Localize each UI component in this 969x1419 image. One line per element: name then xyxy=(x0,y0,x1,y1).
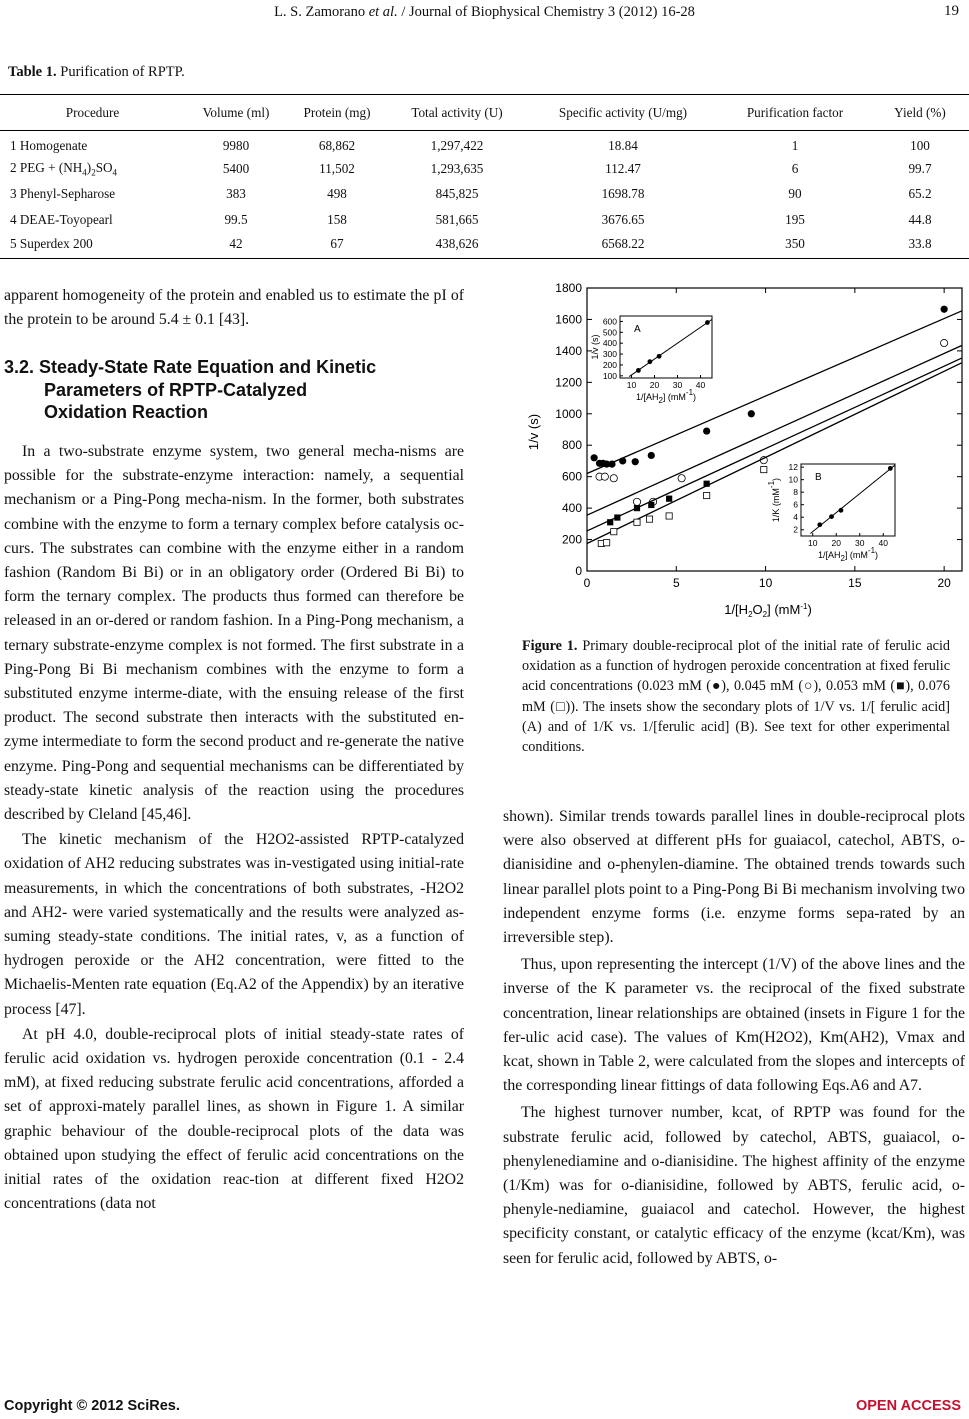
table-cell: 2 PEG + $(NH_4)_2SO_4$ xyxy=(10,159,118,178)
table-cell: 6568.22 xyxy=(527,233,719,259)
intro-paragraph: apparent homogeneity of the protein and enabled us to estimate the pI of the protein to be around 5.4 ± 0.1 [43]. xyxy=(4,287,464,329)
section-heading xyxy=(4,356,474,424)
inset-y-tick-label: 300 xyxy=(602,349,617,360)
table-header-cell: Specific activity (U/mg) xyxy=(527,95,719,131)
inset-data-point xyxy=(839,508,844,513)
inset-y-tick-label: 100 xyxy=(602,370,617,381)
table-cell: 9980 xyxy=(222,137,250,153)
figure-1-chart xyxy=(520,282,965,627)
inset-panel-letter: B xyxy=(815,472,822,483)
table-header-cell: Protein (mg) xyxy=(287,95,387,131)
table-cell: 33.8 xyxy=(871,233,969,259)
inset-y-tick-label: 8 xyxy=(793,487,798,498)
purification-table xyxy=(0,94,969,259)
inset-x-tick-label: 10 xyxy=(626,380,637,390)
table-cell: 42 xyxy=(185,233,287,259)
table-cell: 5 Superdex 200 xyxy=(0,233,185,259)
table-row xyxy=(0,207,969,233)
y-tick-label: 1000 xyxy=(555,406,582,421)
inset-y-tick-label: 12 xyxy=(788,462,798,473)
inset-data-point xyxy=(705,320,710,325)
paragraph: The kinetic mechanism of the H2O2-assisted RPTP-catalyzed oxidation of AH2 reducing substrates was in-vestigated using initial-rate measurements, in which the concentrations of both substrates, -H2O2 and AH2- were varied systematically and the results were analyzed as-suming steady-state conditions. The initial rates, v, as a function of hydrogen peroxide or the AH2 concentration, were fitted to the Michaelis-Menten rate equation (Eq.A2 of the Appendix) by an iterative process [47]. xyxy=(4,831,464,1018)
section-title-line-3: Oxidation Reaction xyxy=(44,402,209,422)
data-point-series-1 xyxy=(591,454,598,461)
paragraph: shown). Similar trends towards parallel lines in double-reciprocal plots were also observed at different pHs for guaiacol, catechol, ABTS, o-dianisidine and o-phenylen-diamine. The obtained trends towards such linear parallel plots point to a Ping-Pong Bi Bi mechanism involving two independent enzyme forms (i.e. enzyme forms sepa-rated by an irreversible step). xyxy=(503,808,966,947)
table-cell: 44.8 xyxy=(908,211,932,227)
y-tick-label: 400 xyxy=(561,501,582,516)
table-cell: 65.2 xyxy=(908,186,932,202)
footer-copyright: Copyright © 2012 SciRes. xyxy=(4,1398,180,1414)
table-cell: 99.7 xyxy=(908,160,932,176)
table-row xyxy=(0,156,969,182)
table-cell: 18.84 xyxy=(608,137,638,153)
inset-x-tick-label: 30 xyxy=(672,380,683,390)
table-cell: 1,297,422 xyxy=(430,137,484,153)
table-cell: 100 xyxy=(910,137,930,153)
y-tick-label: 1800 xyxy=(555,282,582,295)
data-point-series-2 xyxy=(678,475,685,482)
inset-y-axis-label: 1/v (s) xyxy=(590,334,600,360)
x-axis-label: $1/[H_2O_2]$ $(mM^{-1})$ xyxy=(724,602,812,619)
y-tick-label: 1400 xyxy=(555,343,582,358)
table-cell: 498 xyxy=(327,186,347,202)
data-point-series-2 xyxy=(610,475,617,482)
inset-x-tick-label: 40 xyxy=(878,538,888,548)
data-point-series-1 xyxy=(941,306,948,313)
inset-b-plot xyxy=(767,462,895,563)
figure-caption xyxy=(522,636,950,757)
table-cell: 68,862 xyxy=(318,137,356,153)
table-cell: 11,502 xyxy=(319,160,355,176)
data-point-series-4 xyxy=(611,529,617,535)
main-plot-axes xyxy=(526,282,962,619)
data-point-series-2 xyxy=(941,339,948,346)
section-number: 3.2. xyxy=(4,357,35,377)
inset-data-point xyxy=(888,466,893,471)
inset-data-point xyxy=(636,368,641,373)
paragraph: In a two-substrate enzyme system, two general mecha-nisms are possible for the substrate-enzyme interaction: namely, a sequential mechanism or a Ping-Pong mecha-nism. In the former, both substrates combine with the enzyme to form a ternary complex before catalysis oc-curs. The substrates can combine with the enzyme either in a random fashion (Random Bi Bi) or in an obligatory order (Ordered Bi Bi) to form the ternary complex. The products thus formed can therefore be released in an or-dered or random fashion. In a Ping-Pong mechanism, a ternary substrate-enzyme complex is not formed. The first substrate in a Ping-Pong Bi Bi mechanism combines with the enzyme to form a substituted enzyme interme-diate, with the ensuing release of the first product. The second substrate then interacts with the substituted en-zyme intermediate to form the second product and re-generate the native enzyme. Ping-Pong and sequential mechanisms can be differentiated by steady-state kinetic analysis of the reaction using the procedures described by Cleland [45,46]. xyxy=(4,443,464,824)
table-cell: 6 xyxy=(791,160,799,176)
inset-x-axis-label: 1/[AH2] (mM-1) xyxy=(817,546,879,563)
table-cell: 845,825 xyxy=(435,186,479,202)
data-point-series-2 xyxy=(633,498,640,505)
paragraph: Thus, upon representing the intercept (1/V) of the above lines and the inverse of the K parameter vs. the reciprocal of the fixed substrate concentration, linear relationships are obtained (insets in Figure 1 for the fer-ulic acid case). The values of Km(H2O2), Km(AH2), Vmax and kcat, shown in Table 2, were calculated from the slopes and intercepts of the corresponding linear fittings of data following Eqs.A6 and A7. xyxy=(503,956,965,1095)
running-head-authors: L. S. Zamorano xyxy=(274,4,366,20)
inset-x-tick-label: 40 xyxy=(695,380,706,390)
data-point-series-2 xyxy=(601,473,608,480)
table-cell: 195 xyxy=(785,211,805,227)
data-point-series-4 xyxy=(634,519,640,525)
x-tick-label: 5 xyxy=(672,576,680,590)
table-row xyxy=(0,182,969,208)
table-cell: 99.5 xyxy=(224,211,248,227)
y-tick-label: 600 xyxy=(561,469,582,484)
table-cell: 67 xyxy=(287,233,387,259)
data-point-series-3 xyxy=(614,514,620,520)
table-cell: 581,665 xyxy=(435,211,479,227)
table-cell: 1,293,635 xyxy=(430,160,484,176)
table-header-row xyxy=(0,95,969,131)
inset-data-point xyxy=(817,522,822,527)
inset-y-tick-label: 200 xyxy=(602,359,617,370)
inset-x-tick-label: 20 xyxy=(831,538,841,548)
y-tick-label: 800 xyxy=(561,438,582,453)
data-point-series-3 xyxy=(634,505,640,511)
table-caption-text: Purification of RPTP. xyxy=(56,64,185,80)
table-cell: 158 xyxy=(327,211,347,227)
y-tick-label: 1200 xyxy=(555,375,582,390)
data-point-series-4 xyxy=(761,466,767,472)
section-title-line-1: Steady-State Rate Equation and Kinetic xyxy=(39,357,377,377)
footer-open-access: OPEN ACCESS xyxy=(855,1398,961,1414)
running-head-etal: et al. xyxy=(368,4,398,20)
table-cell: 112.47 xyxy=(605,160,641,176)
data-point-series-3 xyxy=(607,519,613,525)
table-cell: 1 Homogenate xyxy=(10,137,88,153)
data-point-series-1 xyxy=(748,410,755,417)
inset-y-tick-label: 500 xyxy=(602,327,617,338)
table-cell: 3676.65 xyxy=(601,211,645,227)
data-point-series-4 xyxy=(646,516,652,522)
table-cell: 1698.78 xyxy=(601,186,645,202)
table-cell: 5400 xyxy=(222,160,250,176)
inset-a-plot xyxy=(590,316,712,405)
data-point-series-4 xyxy=(666,513,672,519)
table-cell: 3 Phenyl-Sepharose xyxy=(10,186,116,202)
table-cell: 383 xyxy=(226,186,246,202)
inset-data-point xyxy=(657,354,662,359)
table-cell: 1 xyxy=(791,137,799,153)
y-tick-label: 1600 xyxy=(555,312,582,327)
data-point-series-1 xyxy=(608,460,615,467)
figure-caption-label: Figure 1. xyxy=(522,638,578,654)
right-body xyxy=(503,805,965,1271)
data-point-series-1 xyxy=(703,427,710,434)
table-caption-label: Table 1. xyxy=(8,64,57,80)
page-number: 19 xyxy=(944,3,959,19)
inset-y-tick-label: 400 xyxy=(602,338,617,349)
inset-panel-letter: A xyxy=(634,324,641,335)
x-tick-label: 0 xyxy=(583,576,591,590)
data-point-series-1 xyxy=(619,457,626,464)
table-cell: 4 DEAE-Toyopearl xyxy=(10,211,113,227)
section-title-line-2: Parameters of RPTP-Catalyzed xyxy=(44,379,308,400)
data-point-series-1 xyxy=(632,458,639,465)
y-axis-label: 1/v (s) xyxy=(526,413,541,451)
inset-y-axis-label: 1/K (mM-1) xyxy=(767,477,781,523)
table-cell: 438,626 xyxy=(387,233,527,259)
inset-y-tick-label: 4 xyxy=(793,512,798,523)
paragraph: At pH 4.0, double-reciprocal plots of initial steady-state rates of ferulic acid oxidation vs. hydrogen peroxide concentration (0.1 - 2.4 mM), at fixed reducing substrate ferulic acid concentrations, afforded a set of approxi-mately parallel lines, as shown in Figure 1. A similar graphic behaviour of the double-reciprocal plots of the data was obtained upon studying the effect of ferulic acid concentrations on the initial rates of the oxidation reac-tion at different fixed H2O2 concentrations (data not xyxy=(4,1025,464,1213)
running-head xyxy=(0,4,969,21)
inset-x-tick-label: 10 xyxy=(808,538,818,548)
table-header-cell: Purification factor xyxy=(719,95,871,131)
data-point-series-4 xyxy=(704,492,710,498)
left-body xyxy=(4,440,464,1217)
table-header-cell: Total activity (U) xyxy=(387,95,527,131)
table-header-cell: Yield (%) xyxy=(871,95,969,131)
data-point-series-3 xyxy=(666,496,672,502)
y-tick-label: 200 xyxy=(561,532,582,547)
inset-y-tick-label: 6 xyxy=(793,499,798,510)
paragraph: The highest turnover number, kcat, of RPTP was found for the substrate ferulic acid, followed by catechol, ABTS, guaiacol, o-phenylenediamine and o-dianisidine. The highest affinity of the enzyme (1/Km) was for o-dianisidine, followed by ABTS, ferulic acid, o-phenyle-nediamine, guaiacol and catechol. However, the highest specificity constant, or catalytic efficacy of the enzyme (kcat/Km), was seen for ferulic acid, followed by ABTS, o- xyxy=(503,1104,965,1267)
inset-x-axis-label: 1/[AH2] (mM-1) xyxy=(635,388,697,405)
inset-x-tick-label: 20 xyxy=(649,380,660,390)
table-header-cell: Procedure xyxy=(0,95,185,131)
inset-data-point xyxy=(829,514,834,519)
table-row xyxy=(0,233,969,259)
inset-y-tick-label: 10 xyxy=(788,474,798,485)
x-tick-label: 10 xyxy=(758,576,773,590)
table-row xyxy=(0,131,969,157)
data-point-series-4 xyxy=(604,540,610,546)
table-header-cell: Volume (ml) xyxy=(185,95,287,131)
data-point-series-3 xyxy=(648,502,654,508)
data-point-series-1 xyxy=(648,452,655,459)
table-cell: 350 xyxy=(719,233,871,259)
y-tick-label: 0 xyxy=(575,564,582,578)
table-cell: 90 xyxy=(788,186,802,202)
inset-y-tick-label: 600 xyxy=(602,316,617,327)
running-head-journal: / Journal of Biophysical Chemistry 3 (2012) 16-28 xyxy=(397,4,695,20)
table-caption xyxy=(8,64,185,81)
inset-y-tick-label: 2 xyxy=(793,524,798,535)
figure-caption-text: Primary double-reciprocal plot of the initial rate of ferulic acid oxidation as a function of hydrogen peroxide concentration at fixed ferulic acid concentrations (0.023 mM (●), 0.045 mM (○), 0.053 mM (■), 0.076 mM (□)). The insets show the secondary plots of 1/V vs. 1/[ ferulic acid] (A) and of 1/K vs. 1/[ferulic acid] (B). See text for other experimental conditions. xyxy=(522,638,950,756)
x-tick-label: 15 xyxy=(848,576,862,590)
inset-data-point xyxy=(648,359,653,364)
x-tick-label: 20 xyxy=(937,576,951,590)
inset-x-tick-label: 30 xyxy=(855,538,865,548)
